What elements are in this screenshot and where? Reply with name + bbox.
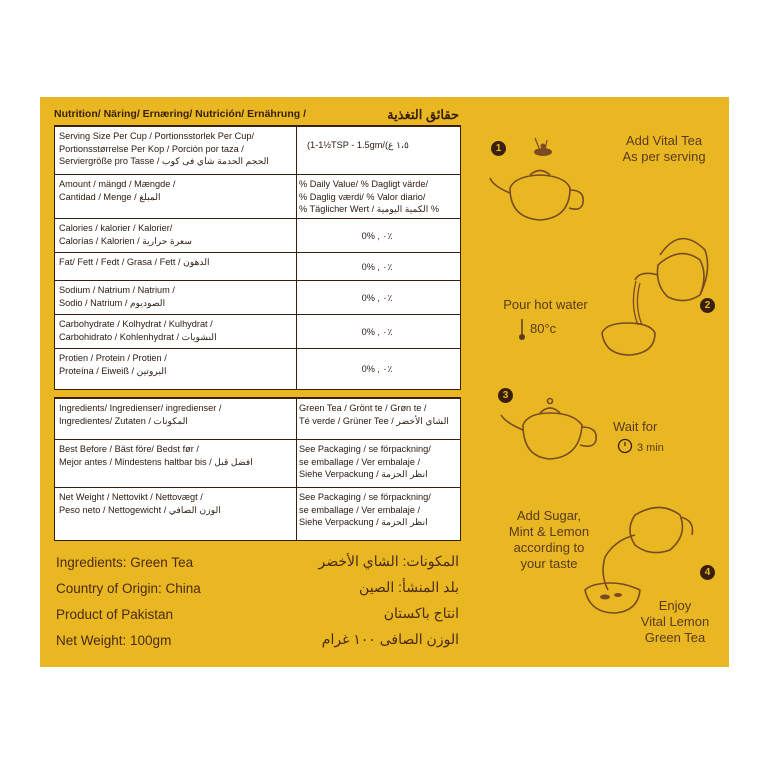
ingredients-en: Ingredients: Green Tea bbox=[56, 555, 194, 570]
row-value bbox=[299, 402, 455, 427]
table-row bbox=[55, 398, 460, 440]
weight-ar: الوزن الصافى ١٠٠ غرام bbox=[321, 631, 459, 647]
row-value-line: Green Tea / Grönt te / Grøn te / bbox=[299, 403, 427, 413]
row-label-line: Protien / Protein / Protien / bbox=[59, 353, 167, 363]
row-label-line: Mejor antes / Mindestens haltbar bis / افضل قبل bbox=[59, 456, 253, 467]
table-row bbox=[55, 314, 460, 349]
row-value-line: 0% , ٠٪ bbox=[361, 292, 393, 303]
clock-icon bbox=[617, 438, 633, 454]
row-label bbox=[59, 352, 295, 377]
step-4-line-2: Mint & Lemon bbox=[508, 524, 590, 539]
table-row bbox=[55, 126, 460, 175]
row-value-line: 0% , ٠٪ bbox=[361, 326, 393, 337]
row-value-line: Siehe Verpackung / انظر الحزمة bbox=[299, 469, 428, 479]
table-row bbox=[55, 174, 460, 219]
thermometer-icon bbox=[518, 319, 528, 343]
step-3-time: 3 min bbox=[637, 442, 664, 454]
row-value-line: % Daily Value/ % Dagligt värde/ bbox=[299, 179, 429, 189]
row-label-line: Serving Size Per Cup / Portionsstorlek Per Cup/ bbox=[59, 131, 255, 141]
row-label-line: Sodium / Natrium / Natrium / bbox=[59, 285, 175, 295]
step-4-line-5: Enjoy bbox=[658, 598, 692, 613]
row-value bbox=[299, 491, 455, 529]
row-label-line: Ingredients/ Ingredienser/ ingredienser / bbox=[59, 403, 222, 413]
row-value-line: 0% , ٠٪ bbox=[361, 261, 393, 272]
step-4-line-6: Vital Lemon bbox=[640, 614, 710, 629]
step-4-line-4: your taste bbox=[520, 556, 578, 571]
step-4-line-1: Add Sugar, bbox=[516, 508, 582, 523]
teapot-icon bbox=[485, 138, 595, 228]
row-label bbox=[59, 178, 295, 203]
row-value-line: % Daglig værdi/ % Valor diario/ bbox=[299, 191, 426, 202]
table-row bbox=[55, 280, 460, 315]
row-value bbox=[299, 230, 455, 243]
row-label bbox=[59, 256, 295, 269]
row-label-line: Ingredientes/ Zutaten / المكونات bbox=[59, 415, 188, 426]
table-row bbox=[55, 252, 460, 281]
table-row bbox=[55, 348, 460, 390]
row-label-line: Carbohidrato / Kohlenhydrat / النشويات bbox=[59, 331, 217, 342]
table-row bbox=[55, 439, 460, 488]
row-label bbox=[59, 443, 295, 468]
row-value bbox=[299, 363, 455, 376]
origin-ar: بلد المنشأ: الصين bbox=[359, 579, 459, 595]
step-2-temperature: 80°c bbox=[530, 321, 557, 336]
row-label-line: Carbohydrate / Kolhydrat / Kulhydrat / bbox=[59, 319, 213, 329]
row-value-line: See Packaging / se förpackning/ bbox=[299, 492, 431, 502]
step-3-text: Wait for bbox=[613, 419, 658, 434]
row-label-line: Calorías / Kalorien / سعرة حرارية bbox=[59, 235, 193, 246]
row-value-line: See Packaging / se förpackning/ bbox=[299, 444, 431, 454]
step-4-number: 4 bbox=[700, 565, 715, 580]
row-value-line: (1-1½TSP - 1.5gm/(١،٥ غ bbox=[307, 140, 409, 150]
row-label-line: Serviergröße pro Tasse / الحجم الحدمة شاي فى كوب bbox=[59, 156, 269, 166]
row-label-line: Amount / mängd / Mængde / bbox=[59, 179, 176, 189]
row-value-line: se emballage / Ver embalaje / bbox=[299, 456, 421, 467]
row-label-line: Cantidad / Menge / المبلغ bbox=[59, 191, 161, 202]
row-label bbox=[59, 402, 295, 427]
weight-en: Net Weight: 100gm bbox=[56, 633, 172, 648]
row-label bbox=[59, 491, 295, 516]
origin-en: Country of Origin: China bbox=[56, 581, 201, 596]
row-label bbox=[59, 318, 295, 343]
teapot-wait-icon bbox=[498, 395, 608, 465]
row-label bbox=[59, 222, 295, 247]
step-1-line-2: As per serving bbox=[622, 149, 706, 164]
row-label-line: Proteína / Eiweiß / البروتين bbox=[59, 365, 167, 376]
step-3-number: 3 bbox=[498, 388, 513, 403]
row-value bbox=[299, 261, 455, 274]
product-ar: انتاج باكستان bbox=[383, 605, 459, 621]
row-value bbox=[299, 178, 455, 216]
nutrition-header bbox=[54, 105, 459, 123]
step-4-line-7: Green Tea bbox=[644, 630, 706, 645]
step-2-text: Pour hot water bbox=[503, 297, 588, 312]
product-en: Product of Pakistan bbox=[56, 607, 174, 622]
row-value-line: Té verde / Grüner Tee / الشاي الأخضر bbox=[299, 415, 449, 426]
row-value bbox=[299, 292, 455, 305]
row-label bbox=[59, 130, 295, 168]
nutrition-title-en: Nutrition/ Näring/ Ernæring/ Nutrición/ Ernährung / bbox=[54, 108, 306, 120]
step-2-number: 2 bbox=[700, 298, 715, 313]
row-value bbox=[307, 139, 463, 152]
table-row bbox=[55, 487, 460, 541]
nutrition-title-ar: حقائق التغذية bbox=[387, 107, 459, 122]
row-label-line: Peso neto / Nettogewicht / الوزن الصافي bbox=[59, 504, 221, 515]
row-label-line: Net Weight / Nettovikt / Nettovægt / bbox=[59, 492, 203, 502]
step-1-line-1: Add Vital Tea bbox=[625, 133, 703, 148]
step-4-line-3: according to bbox=[513, 540, 585, 555]
row-value-line: Siehe Verpackung / انظر الحزمة bbox=[299, 517, 428, 527]
row-label-line: Best Before / Bäst före/ Bedst før / bbox=[59, 444, 199, 454]
row-label-line: Portionsstørrelse Per Kop / Porción por taza / bbox=[59, 143, 244, 154]
step-1-text bbox=[604, 133, 724, 165]
row-value-line: se emballage / Ver embalaje / bbox=[299, 504, 421, 515]
info-table bbox=[54, 397, 461, 541]
row-value bbox=[299, 326, 455, 339]
row-value bbox=[299, 443, 455, 481]
row-value-line: 0% , ٠٪ bbox=[361, 364, 393, 374]
row-label-line: Sodio / Natrium / الصوديوم bbox=[59, 297, 166, 308]
row-label-line: Fat/ Fett / Fedt / Grasa / Fett / الدهون bbox=[59, 257, 210, 267]
row-label bbox=[59, 284, 295, 309]
ingredients-ar: المكونات: الشاي الأخضر bbox=[318, 553, 459, 569]
step-4-enjoy bbox=[620, 598, 730, 646]
table-row bbox=[55, 218, 460, 253]
row-value-line: % Täglicher Wert / الكمية اليومية % bbox=[299, 204, 439, 214]
row-label-line: Calories / kalorier / Kalorier/ bbox=[59, 223, 173, 233]
pouring-teapot-icon bbox=[580, 495, 700, 615]
kettle-icon bbox=[620, 225, 720, 355]
nutrition-table bbox=[54, 125, 461, 390]
row-value-line: 0% , ٠٪ bbox=[361, 230, 393, 241]
step-1-number: 1 bbox=[491, 141, 506, 156]
